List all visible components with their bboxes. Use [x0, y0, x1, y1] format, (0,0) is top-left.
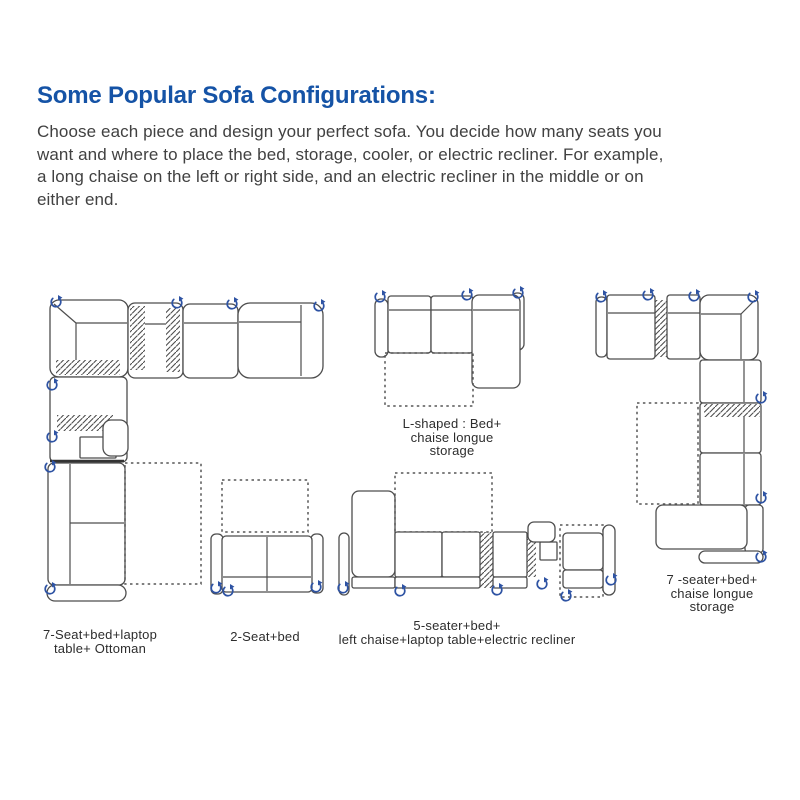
diagram-5seater-recliner: [333, 468, 628, 603]
caption-2seat-bed: 2-Seat+bed: [230, 629, 300, 644]
hatch-panel: [704, 404, 760, 417]
chaise-longue: [472, 295, 520, 388]
dotted-bed-area: [395, 473, 492, 532]
corner-seat: [50, 300, 128, 377]
diagram-2seat-bed: [205, 476, 330, 601]
lower-seats: [47, 463, 126, 601]
armrest-left: [375, 299, 388, 357]
top-row-seats: [128, 303, 323, 378]
caption-7seat-ottoman: 7-Seat+bed+laptop table+ Ottoman: [43, 627, 157, 656]
right-column-seats: [700, 360, 761, 505]
intro-line: either end.: [37, 189, 119, 209]
rotate-icon: [561, 589, 572, 601]
armrest-left: [596, 297, 607, 357]
seat-with-laptop-table: [50, 377, 128, 462]
diagram-lshaped-bed-chaise: [368, 283, 533, 413]
dotted-bed-area: [222, 480, 308, 532]
corner-seat: [700, 295, 758, 360]
hatch-panel: [655, 300, 667, 357]
dotted-bed-area: [385, 353, 473, 406]
intro-line: want and where to place the bed, storage, cooler, or electric recliner. For example,: [37, 144, 664, 164]
top-row-seats: [607, 295, 700, 359]
dotted-bed-area: [125, 463, 201, 584]
hatch-panel: [480, 532, 493, 588]
hatch-panel: [56, 360, 120, 375]
left-chaise: [352, 491, 395, 588]
bottom-chaise: [656, 505, 763, 563]
sofa-body: [222, 536, 312, 592]
hatch-panel: [130, 306, 145, 370]
ottoman: [699, 551, 763, 563]
section-title: Some Popular Sofa Configurations:: [37, 82, 436, 109]
sofa-seats: [388, 296, 473, 353]
laptop-table: [103, 420, 128, 456]
rotate-icon: [537, 577, 548, 589]
caption-7seater-chaise: 7 -seater+bed+ chaise longue storage: [666, 572, 758, 614]
intro-line: Choose each piece and design your perfect sofa. You decide how many seats you: [37, 122, 662, 141]
caption-lshaped: L-shaped : Bed+ chaise longue storage: [402, 416, 502, 458]
ottoman: [47, 585, 126, 601]
dotted-bed-area: [637, 403, 698, 504]
middle-seats: [395, 532, 536, 588]
caption-5seater: 5-seater+bed+ left chaise+laptop table+electric recliner: [338, 618, 576, 647]
intro-line: a long chaise on the left or right side, and an electric recliner in the middle or on: [37, 167, 644, 186]
hatch-panel: [166, 308, 180, 372]
diagram-7seater-chaise-storage: [588, 283, 778, 578]
intro-paragraph: [37, 121, 663, 211]
